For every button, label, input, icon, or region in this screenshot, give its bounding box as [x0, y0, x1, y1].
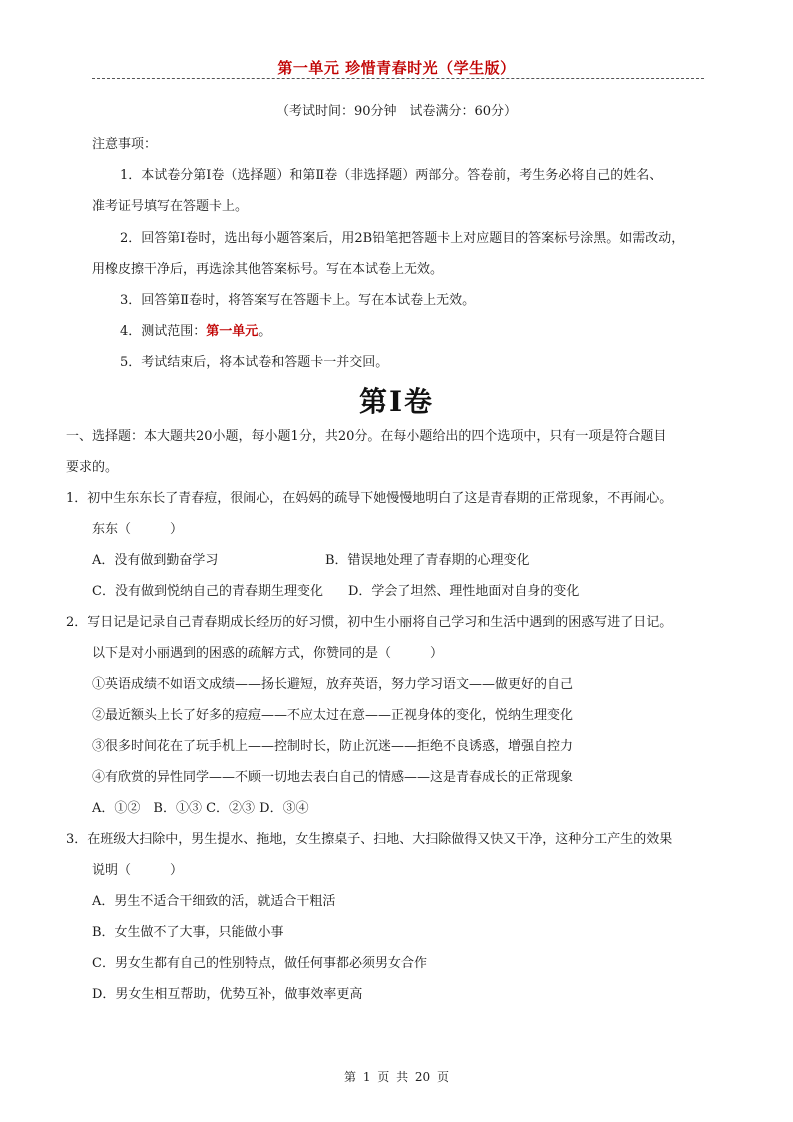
page-number-footer: 第 1 页 共 20 页: [344, 1070, 449, 1084]
exam-info: （考试时间：90分钟 试卷满分：60分）: [275, 104, 518, 119]
question-1-option-b: B．错误地处理了青春期的心理变化: [325, 553, 530, 568]
question-2-item-1: ①英语成绩不如语文成绩——扬长避短，放弃英语，努力学习语文——做更好的自己: [92, 677, 574, 692]
question-1-stem-line-1: 1．初中生东东长了青春痘，很闹心，在妈妈的疏导下她慢慢地明白了这是青春期的正常现象，不再闹心。: [66, 491, 673, 506]
part1-intro-line-2: 要求的。: [66, 460, 119, 475]
notes-heading: 注意事项：: [92, 137, 158, 152]
question-3-option-d: D．男女生相互帮助，优势互补，做事效率更高: [92, 987, 363, 1002]
note-item-2-line-1: 2．回答第Ⅰ卷时，选出每小题答案后，用2B铅笔把答题卡上对应题目的答案标号涂黑。如需改动，: [120, 231, 685, 246]
part1-intro-line-1: 一、选择题：本大题共20小题，每小题1分，共20分。在每小题给出的四个选项中，只有一项是符合题目: [66, 429, 667, 444]
note-item-5: 5．考试结束后，将本试卷和答题卡一并交回。: [120, 355, 389, 370]
header-divider: [92, 78, 704, 79]
note-item-4: [120, 323, 271, 341]
note-item-4-suffix: 。: [258, 324, 272, 339]
question-3-option-b: B．女生做不了大事，只能做小事: [92, 925, 284, 940]
question-1-option-d: D．学会了坦然、理性地面对自身的变化: [348, 584, 580, 599]
question-2-options: A．①② B．①③ C．②③ D．③④: [92, 801, 309, 816]
note-item-2-line-2: 用橡皮擦干净后，再选涂其他答案标号。写在本试卷上无效。: [92, 262, 444, 277]
question-3-option-c: C．男女生都有自己的性别特点，做任何事都必须男女合作: [92, 956, 427, 971]
question-3-option-a: A．男生不适合干细致的活，就适合干粗活: [92, 894, 336, 909]
question-1-option-a: A．没有做到勤奋学习: [92, 553, 219, 568]
note-item-1-line-1: 1．本试卷分第Ⅰ卷（选择题）和第Ⅱ卷（非选择题）两部分。答卷前，考生务必将自己的姓名、: [120, 168, 663, 183]
question-2-item-4: ④有欣赏的异性同学——不顾一切地去表白自己的情感——这是青春成长的正常现象: [92, 770, 574, 785]
test-scope: 第一单元: [206, 324, 259, 339]
note-item-3: 3．回答第Ⅱ卷时，将答案写在答题卡上。写在本试卷上无效。: [120, 293, 476, 308]
note-item-4-prefix: 4．测试范围：: [120, 324, 207, 339]
document-header-title: 第一单元 珍惜青春时光（学生版）: [277, 59, 516, 77]
question-2-item-2: ②最近额头上长了好多的痘痘——不应太过在意——正视身体的变化，悦纳生理变化: [92, 708, 574, 723]
question-2-item-3: ③很多时间花在了玩手机上——控制时长，防止沉迷——拒绝不良诱惑，增强自控力: [92, 739, 574, 754]
question-1-option-c: C．没有做到悦纳自己的青春期生理变化: [92, 584, 323, 599]
section-title: 第Ⅰ卷: [358, 385, 435, 418]
question-1-stem-line-2: 东东（ ）: [92, 522, 184, 537]
note-item-1-line-2: 准考证号填写在答题卡上。: [92, 199, 249, 214]
question-2-stem-line-1: 2．写日记是记录自己青春期成长经历的好习惯，初中生小丽将自己学习和生活中遇到的困惑写进了日记。: [66, 615, 673, 630]
question-3-stem-line-2: 说明（ ）: [92, 863, 184, 878]
question-3-stem-line-1: 3．在班级大扫除中，男生提水、拖地，女生擦桌子、扫地、大扫除做得又快又干净，这种分工产生的效果: [66, 832, 673, 847]
question-2-stem-line-2: 以下是对小丽遇到的困惑的疏解方式，你赞同的是（ ）: [92, 646, 444, 661]
